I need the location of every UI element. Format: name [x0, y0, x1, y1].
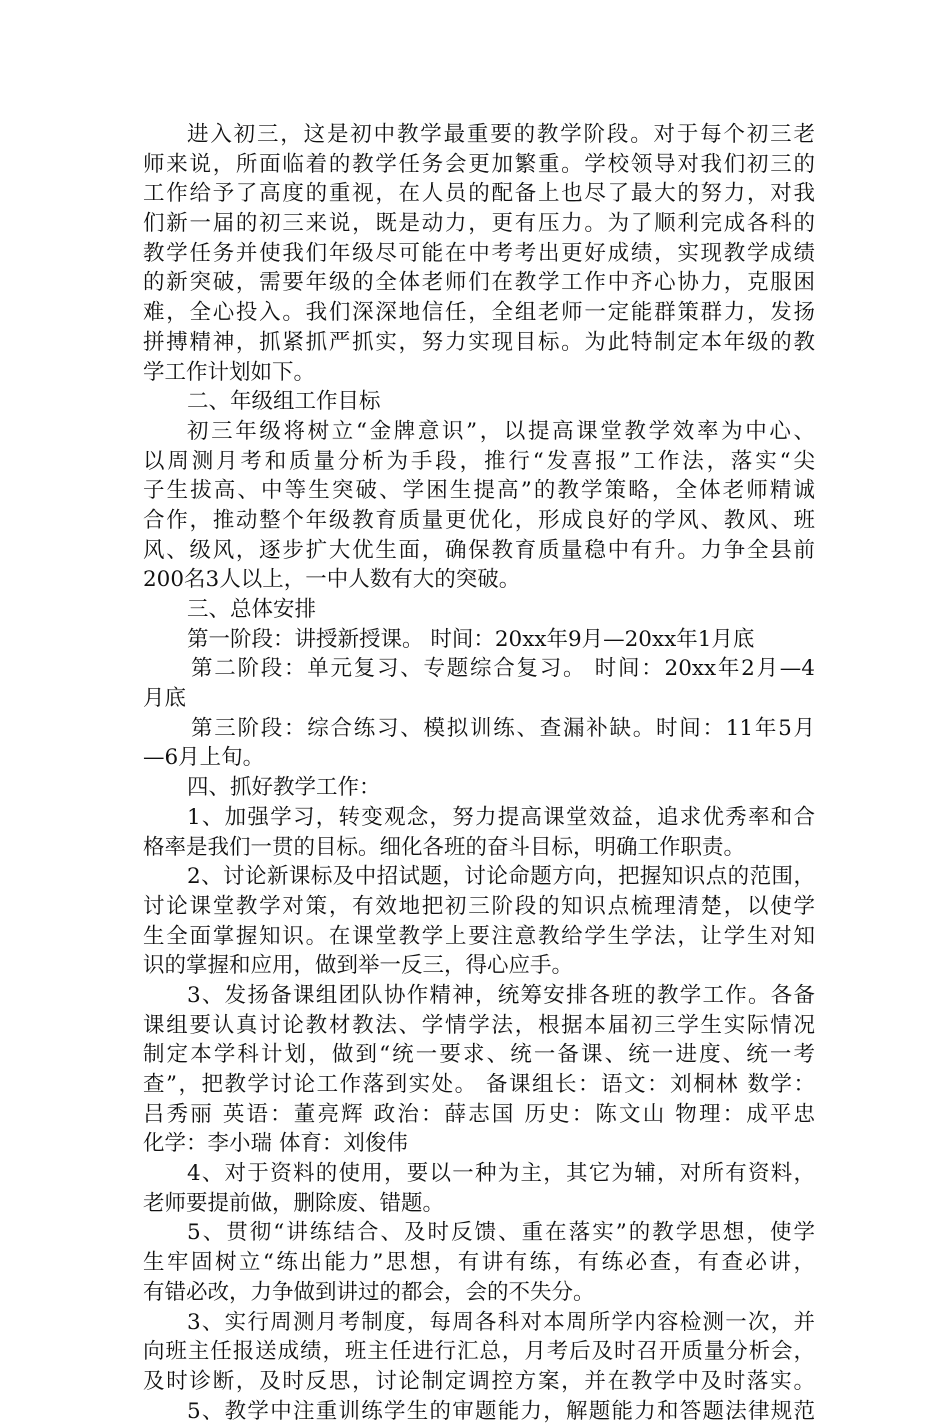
text-line: 5、教学中注重训练学生的审题能力，解题能力和答题法律规范: [187, 1398, 815, 1424]
text-line: 课组要认真讨论教材教法、学情学法，根据本届初三学生实际情况: [143, 1012, 815, 1038]
text-line: 4、对于资料的使用，要以一种为主，其它为辅，对所有资料，: [187, 1161, 815, 1187]
text-line: 化学：李小瑞 体育：刘俊伟: [143, 1131, 408, 1157]
text-line: 月底: [143, 686, 187, 712]
text-line: 难，全心投入。我们深深地信任，全组老师一定能群策群力，发扬: [143, 300, 815, 326]
section-heading: 三、总体安排: [187, 597, 317, 622]
text-line: 们新一届的初三来说，既是动力，更有压力。为了顺利完成各科的: [143, 211, 815, 237]
text-line: 生全面掌握知识。在课堂教学上要注意教给学生学法，让学生对知: [143, 923, 815, 949]
text-line: 格率是我们一贯的目标。细化各班的奋斗目标，明确工作职责。: [143, 834, 746, 860]
text-line: 讨论课堂教学对策，有效地把初三阶段的知识点梳理清楚，以使学: [143, 893, 815, 919]
text-line: 子生拔高、中等生突破、学困生提高”的教学策略，全体老师精诚: [143, 478, 815, 504]
text-line: 1、加强学习，转变观念，努力提高课堂效益，追求优秀率和合: [187, 804, 815, 830]
text-line: 第三阶段：综合练习、模拟训练、查漏补缺。时间：11年5月: [191, 715, 815, 741]
text-line: 第二阶段：单元复习、专题综合复习。 时间：20xx年2月—4: [191, 656, 815, 682]
text-line: 有错必改，力争做到讲过的都会，会的不失分。: [143, 1279, 595, 1305]
text-line: 查”，把教学讨论工作落到实处。 备课组长：语文：刘桐林 数学：: [143, 1072, 815, 1097]
text-line: 初三年级将树立“金牌意识”，以提高课堂教学效率为中心、: [187, 418, 815, 444]
text-line: 3、实行周测月考制度，每周各科对本周所学内容检测一次，并: [187, 1309, 815, 1335]
text-line: 教学任务并使我们年级尽可能在中考考出更好成绩，实现教学成绩: [143, 240, 815, 266]
text-line: 识的掌握和应用，做到举一反三，得心应手。: [143, 953, 574, 979]
text-line: 生牢固树立“练出能力”思想，有讲有练，有练必查，有查必讲，: [143, 1250, 815, 1276]
text-line: 2、讨论新课标及中招试题，讨论命题方向，把握知识点的范围，: [187, 864, 815, 890]
text-line: 风、级风，逐步扩大优生面，确保教育质量稳中有升。力争全县前: [143, 537, 815, 563]
section-heading: 四、抓好教学工作：: [187, 775, 381, 801]
text-line: 进入初三，这是初中教学最重要的教学阶段。对于每个初三老: [187, 122, 815, 147]
text-line: 的新突破，需要年级的全体老师们在教学工作中齐心协力，克服困: [143, 270, 815, 296]
text-line: —6月上旬。: [143, 745, 265, 771]
text-line: 吕秀丽 英语：董亮辉 政治：薛志国 历史：陈文山 物理：成平忠: [143, 1101, 815, 1127]
text-line: 200名3人以上，一中人数有大的突破。: [143, 567, 521, 593]
text-line: 及时诊断，及时反思，讨论制定调控方案，并在教学中及时落实。: [143, 1368, 815, 1394]
section-heading: 二、年级组工作目标: [187, 389, 381, 415]
text-line: 3、发扬备课组团队协作精神，统筹安排各班的教学工作。各备: [187, 982, 815, 1008]
text-line: 师来说，所面临着的教学任务会更加繁重。学校领导对我们初三的: [143, 151, 815, 177]
text-line: 以周测月考和质量分析为手段，推行“发喜报”工作法，落实“尖: [143, 448, 815, 474]
text-line: 合作，推动整个年级教育质量更优化，形成良好的学风、教风、班: [143, 507, 815, 533]
text-line: 拼搏精神，抓紧抓严抓实，努力实现目标。为此特制定本年级的教: [143, 329, 815, 355]
text-line: 5、贯彻“讲练结合、及时反馈、重在落实”的教学思想，使学: [187, 1220, 815, 1246]
text-line: 工作给予了高度的重视，在人员的配备上也尽了最大的努力，对我: [143, 181, 815, 207]
text-line: 向班主任报送成绩，班主任进行汇总，月考后及时召开质量分析会，: [143, 1339, 815, 1365]
text-line: 制定本学科计划，做到“统一要求、统一备课、统一进度、统一考: [143, 1042, 815, 1068]
text-line: 老师要提前做，删除废、错题。: [143, 1190, 445, 1216]
document-body: [143, 120, 815, 1426]
text-line: 第一阶段：讲授新授课。 时间：20xx年9月—20xx年1月底: [187, 626, 755, 652]
text-line: 学工作计划如下。: [143, 359, 316, 385]
